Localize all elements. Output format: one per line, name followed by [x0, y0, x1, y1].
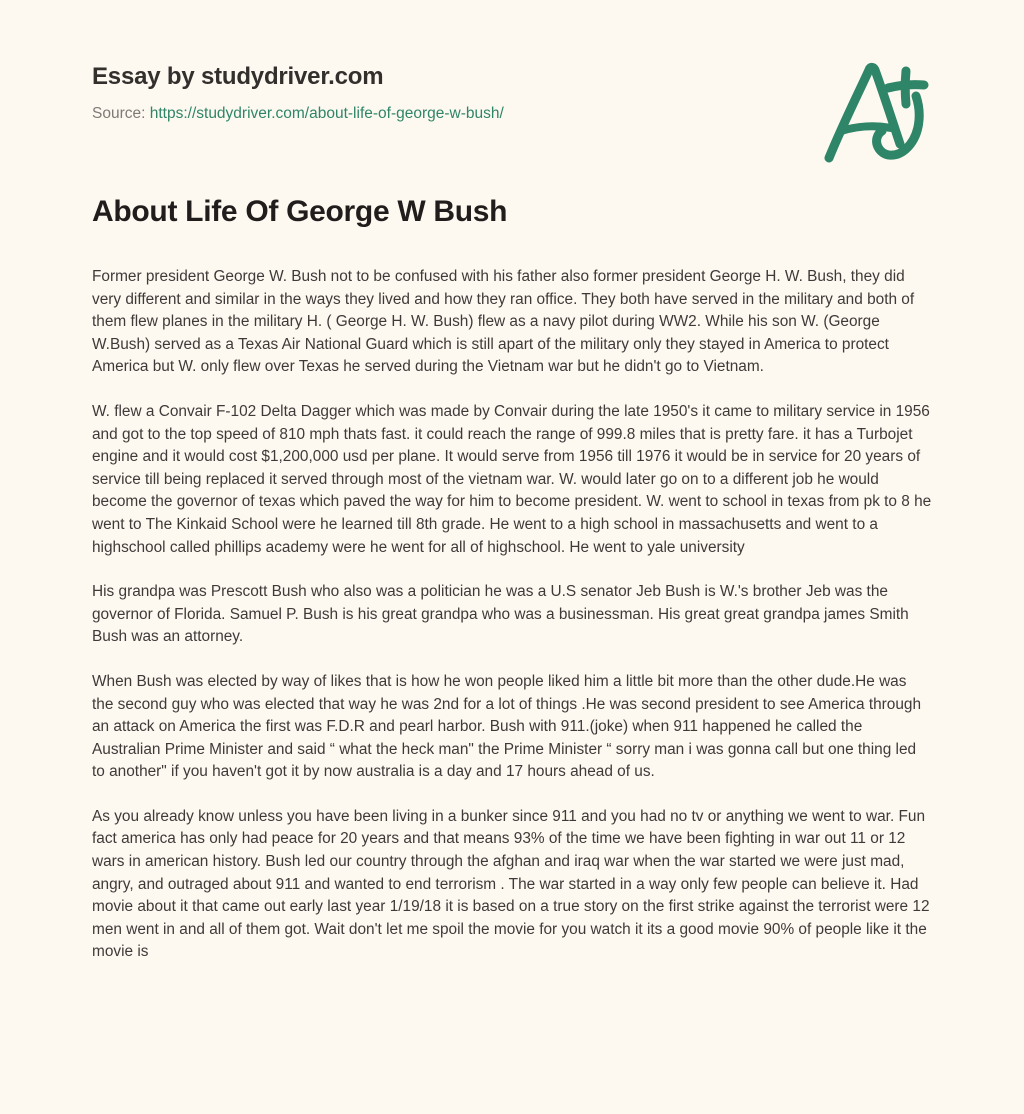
source-label: Source: [92, 105, 146, 123]
article [92, 112, 932, 964]
paragraph: His grandpa was Prescott Bush who also was a politician he was a U.S senator Jeb Bush is W.'s brother Jeb was the governor of Florida. Samuel P. Bush is his great grandpa who was a businessman. His great great grandpa james Smith Bush was an attorney. [92, 583, 909, 646]
article-body [92, 266, 932, 964]
paragraph: W. flew a Convair F-102 Delta Dagger which was made by Convair during the late 1950's it came to military service in 1956 and got to the top speed of 810 mph thats fast. it could reach the range of 999.8 miles that is pretty fare. it has a Turbojet engine and it would cost $1,200,000 usd per plane. It would serve from 1956 till 1976 it would be in service for 20 years of service till being replaced it served through most of the vietnam war. W. would later go on to a different job he would become the governor of texas which paved the way for him to become president. W. went to school in texas from pk to 8 he went to The Kinkaid School were he learned till 8th grade. He went to a high school in massachusetts and went to a highschool called phillips academy were he went for all of highschool. He went to yale university [92, 402, 932, 556]
source-line [92, 105, 932, 124]
source-url-link[interactable]: https://studydriver.com/about-life-of-george-w-bush/ [149, 105, 504, 123]
brand-title: Essay by studydriver.com [92, 63, 384, 90]
paragraph: When Bush was elected by way of likes that is how he won people liked him a little bit more than the other dude.He was the second guy who was elected that way he was 2nd for a lot of things .He was second president to see America through an attack on America the first was F.D.R and pearl harbor. Bush with 911.(joke) when 911 happened he called the Australian Prime Minister and said “ what the heck man" the Prime Minister “ sorry man i was gonna call but one thing led to another" if you haven't got it by now australia is a day and 17 hours ahead of us. [92, 672, 922, 781]
paragraph: Former president George W. Bush not to be confused with his father also former president George H. W. Bush, they did very different and similar in the ways they lived and how they ran office. They both have served in the military and both of them flew planes in the military H. ( George H. W. Bush) flew as a navy pilot during WW2. While his son W. (George W.Bush) served as a Texas Air National Guard which is still apart of the military only they stayed in America to protect America but W. only flew over Texas he served during the Vietnam war but he didn't go to Vietnam. [92, 268, 915, 376]
page-title: About Life Of George W Bush [92, 195, 508, 228]
paragraph: As you already know unless you have been living in a bunker since 911 and you had no tv or anything we went to war. Fun fact america has only had peace for 20 years and that means 93% of the time we have been fighting in war out 11 or 12 wars in american history. Bush led our country through the afghan and iraq war when the war started we were just mad, angry, and outraged about 911 and wanted to end terrorism . The war started in a way only few people can believe it. Had movie about it that came out early last year 1/19/18 it is based on a true story on the first strike against the terrorist were 12 men went in and all of them got. Wait don't let me spoil the movie for you watch it its a good movie 90% of people like it the movie is [92, 807, 930, 961]
page-header [92, 0, 932, 123]
